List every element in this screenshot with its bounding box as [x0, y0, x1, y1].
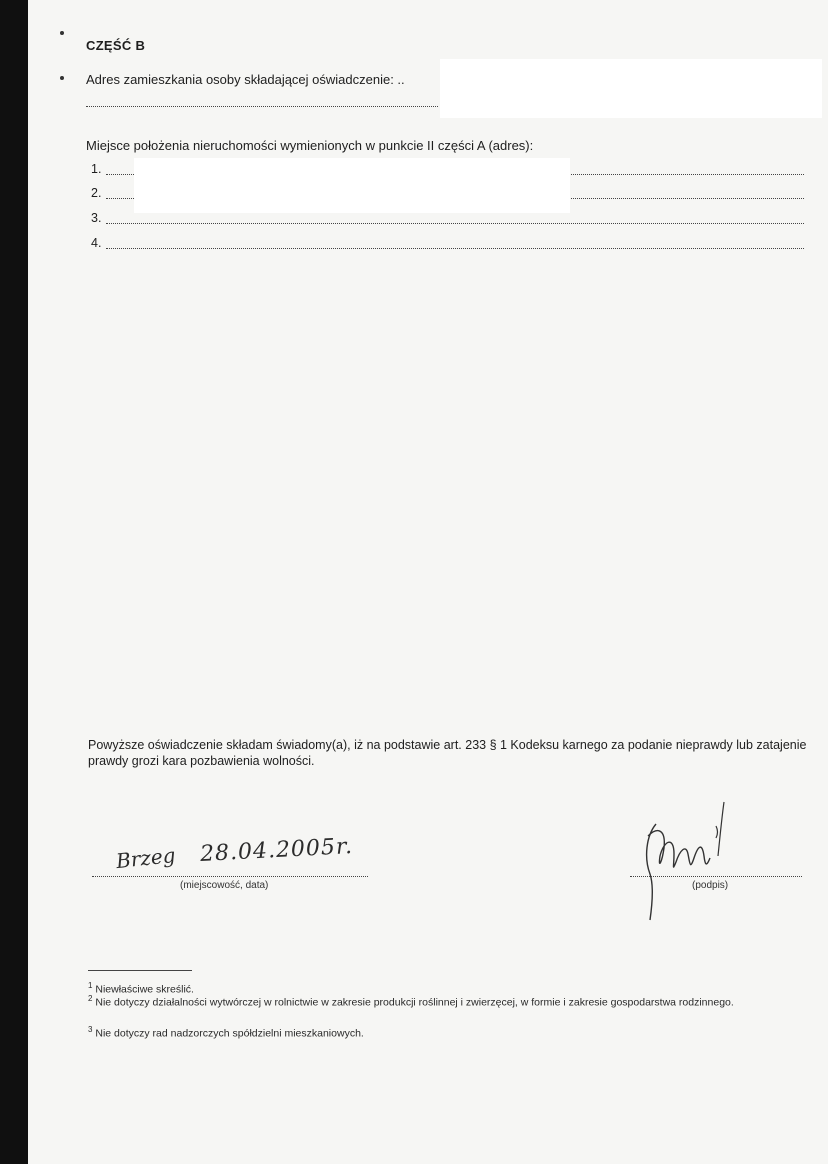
footnote-2: [88, 993, 810, 1009]
footnote-text: Niewłaściwe skreślić.: [95, 983, 194, 996]
footnote-rule: [88, 970, 192, 971]
property-line-number: 3.: [91, 211, 102, 225]
footnote-number: 1: [88, 981, 93, 990]
property-line-4: [106, 238, 804, 249]
section-title: CZĘŚĆ B: [86, 38, 146, 53]
property-line-3: [106, 213, 804, 224]
property-line-number: 1.: [91, 162, 102, 176]
property-heading: Miejsce położenia nieruchomości wymienionych w punkcie II części A (adres):: [86, 138, 534, 153]
footnote-3: [88, 1024, 810, 1040]
scan-dark-edge: [0, 0, 28, 1164]
declaration-text: Powyższe oświadczenie składam świadomy(a), iż na podstawie art. 233 § 1 Kodeksu karnego za podanie nieprawdy lub zatajenie prawdy grozi kara pozbawienia wolności.: [88, 738, 807, 768]
property-line-number: 4.: [91, 236, 102, 250]
place-date-dotted-line: [92, 866, 368, 877]
footnote-text: Nie dotyczy rad nadzorczych spółdzielni mieszkaniowych.: [95, 1027, 364, 1040]
property-line-number: 2.: [91, 186, 102, 200]
address-label: Adres zamieszkania osoby składającej oświadczenie: ..: [86, 72, 405, 87]
footnote-text: Nie dotyczy działalności wytwórczej w rolnictwie w zakresie produkcji roślinnej i zwierzęcej, w formie i zakresie gospodarstwa rodzinnego.: [95, 996, 734, 1009]
handwritten-date: 28.04.2005r.: [199, 834, 354, 867]
signature-picture: [628, 796, 738, 926]
redacted-property-address: [134, 158, 570, 213]
footnote-number: 3: [88, 1025, 93, 1034]
signature-caption: (podpis): [692, 880, 729, 891]
signature-dotted-line: [630, 866, 802, 877]
address-dotted-line: [86, 96, 438, 107]
margin-bullet: [60, 76, 64, 80]
footnote-number: 2: [88, 994, 93, 1003]
redacted-address: [440, 59, 822, 118]
place-date-caption: (miejscowość, data): [180, 880, 269, 891]
handwritten-place: Brzeg: [114, 842, 177, 874]
margin-bullet: [60, 31, 64, 35]
